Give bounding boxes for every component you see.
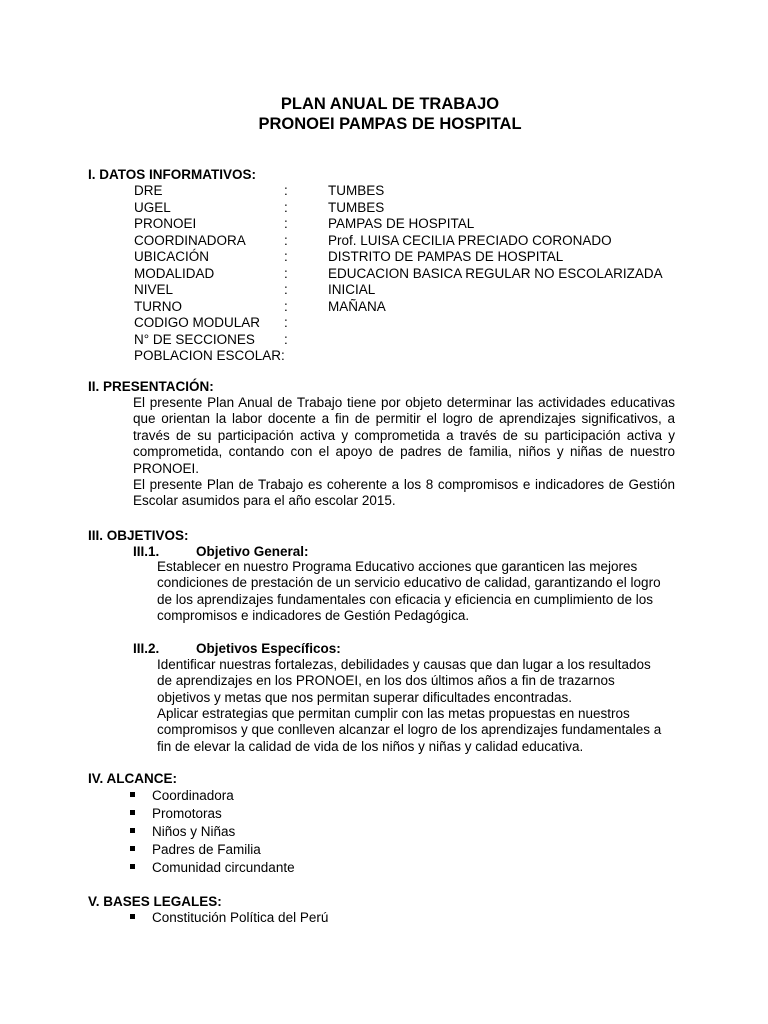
info-value: EDUCACION BASICA REGULAR NO ESCOLARIZADA	[328, 265, 663, 281]
subsection-title: Objetivos Específicos:	[196, 641, 341, 656]
section-heading-alcance: IV. ALCANCE:	[88, 771, 178, 786]
subsection-number: III.2.	[133, 641, 160, 656]
info-label: PRONOEI	[134, 216, 197, 231]
subsection-number: III.1.	[133, 544, 160, 559]
objetivo-especifico-line: de aprendizajes en los PRONOEI, en los dos últimos años a fin de trazarnos	[157, 673, 615, 689]
info-label: TURNO	[134, 298, 182, 314]
info-colon: :	[284, 265, 288, 281]
bullet-square-icon	[130, 846, 135, 851]
list-item-text: Promotoras	[152, 806, 222, 821]
info-value: TUMBES	[328, 199, 385, 215]
info-label: UGEL	[134, 199, 171, 215]
info-value: MAÑANA	[328, 298, 386, 314]
info-value: Prof. LUISA CECILIA PRECIADO CORONADO	[328, 232, 612, 248]
info-colon: :	[284, 199, 288, 215]
subsection-title: Objetivo General:	[196, 544, 309, 559]
info-colon: :	[284, 183, 288, 198]
objetivo-general-line: de los aprendizajes fundamentales con eficacia y eficiencia en cumplimiento de los	[157, 591, 654, 607]
info-label: COORDINADORA	[134, 232, 246, 248]
list-item-text: Coordinadora	[152, 788, 234, 803]
document-subtitle: PRONOEI PAMPAS DE HOSPITAL	[258, 115, 522, 133]
objetivo-especifico-line: compromisos y que conlleven alcanzar el logro de los aprendizajes fundamentales a	[157, 722, 662, 738]
bullet-square-icon	[130, 914, 135, 919]
info-label: MODALIDAD	[134, 265, 215, 281]
bullet-square-icon	[130, 864, 135, 869]
objetivo-especifico-line: objetivos y metas que nos permitan superar dificultades encontradas.	[157, 689, 572, 705]
info-colon: :	[284, 298, 288, 314]
info-colon: :	[284, 315, 288, 330]
presentacion-paragraph-2: El presente Plan de Trabajo es coherente a los 8 compromisos e indicadores de Gestión Escolar asumidos para el año escolar 2015.	[133, 477, 675, 509]
presentacion-paragraph-1: El presente Plan Anual de Trabajo tiene por objeto determinar las actividades educativas que orientan la labor docente a fin de permitir el logro de aprendizajes significativos, a través de su participación activa y comprometida a través de su participación activa y comprometida, contando con el apoyo de padres de familia, niños y niñas de nuestro PRONOEI.	[133, 395, 675, 476]
info-label: POBLACION ESCOLAR:	[134, 348, 285, 363]
info-value: TUMBES	[328, 183, 385, 198]
section-heading-presentacion: II. PRESENTACIÓN:	[88, 379, 214, 394]
objetivo-general-line: compromisos e indicadores de Gestión Pedagógica.	[157, 607, 470, 623]
objetivo-especifico-line: Aplicar estrategias que permitan cumplir con las metas propuestas en nuestros	[157, 705, 630, 721]
info-colon: :	[284, 331, 288, 347]
info-colon: :	[284, 282, 288, 297]
info-label: UBICACIÓN	[134, 249, 210, 264]
section-heading-objetivos: III. OBJETIVOS:	[88, 528, 189, 543]
objetivo-general-line: condiciones de prestación de un servicio educativo de calidad, garantizando el logro	[157, 575, 661, 591]
objetivo-general-line: Establecer en nuestro Programa Educativo acciones que garanticen las mejores	[157, 559, 638, 574]
objetivo-especifico-line: fin de elevar la calidad de vida de los niños y niñas y calidad educativa.	[157, 738, 584, 754]
bullet-square-icon	[130, 792, 135, 797]
section-heading-datos: I. DATOS INFORMATIVOS:	[88, 167, 256, 182]
info-colon: :	[284, 249, 288, 264]
bullet-square-icon	[130, 828, 135, 833]
document-title: PLAN ANUAL DE TRABAJO	[280, 95, 500, 113]
list-item-text: Comunidad circundante	[152, 860, 295, 875]
objetivo-especifico-line: Identificar nuestras fortalezas, debilidades y causas que dan lugar a los resultados	[157, 657, 651, 672]
info-label: DRE	[134, 183, 163, 198]
info-label: NIVEL	[134, 282, 174, 297]
info-colon: :	[284, 216, 288, 231]
list-item-text: Niños y Niñas	[152, 824, 236, 839]
list-item-text: Constitución Política del Perú	[152, 910, 329, 925]
section-heading-bases-legales: V. BASES LEGALES:	[88, 894, 222, 909]
info-value: INICIAL	[328, 282, 376, 297]
list-item-text: Padres de Familia	[152, 842, 261, 857]
info-value: DISTRITO DE PAMPAS DE HOSPITAL	[328, 249, 564, 264]
bullet-square-icon	[130, 810, 135, 815]
info-value: PAMPAS DE HOSPITAL	[328, 216, 475, 231]
info-label: CODIGO MODULAR	[134, 315, 261, 330]
info-label: N° DE SECCIONES	[134, 331, 255, 347]
info-colon: :	[284, 232, 288, 248]
